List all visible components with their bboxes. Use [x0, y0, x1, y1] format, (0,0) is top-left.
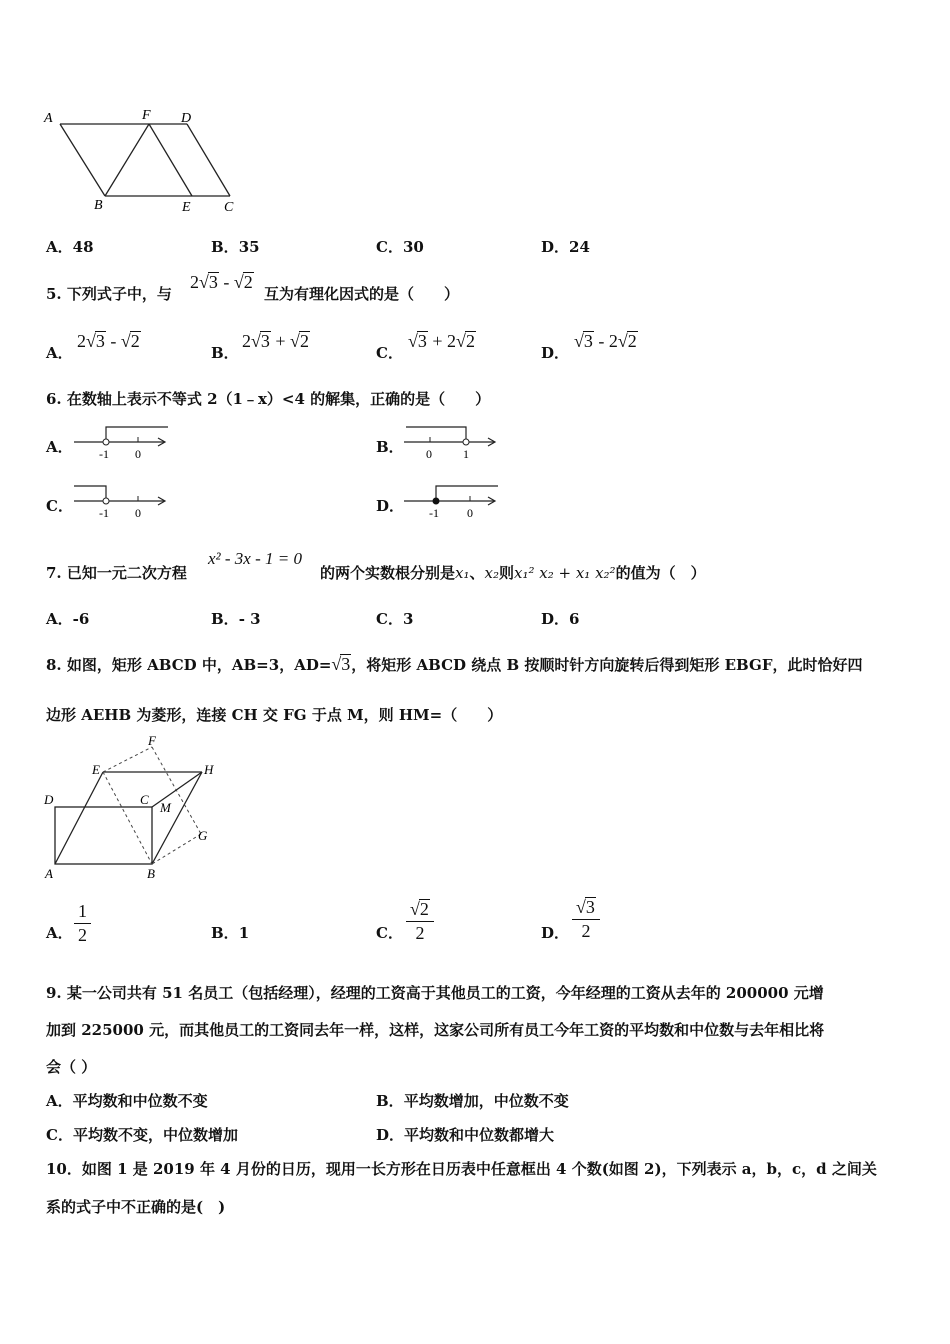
q5-option-c-expr: √3 + 2√2: [408, 331, 475, 351]
q9-option-a: A．平均数和中位数不变: [46, 1092, 208, 1110]
q10-stem-line1: 10．如图 1 是 2019 年 4 月份的日历，现用一长方形在日历表中任意框出 4 个数(如图 2)，下列表示 a，b，c，d 之间关: [46, 1160, 877, 1178]
q7-equation: x² - 3x - 1 = 0: [208, 549, 302, 568]
svg-text:-1: -1: [99, 447, 109, 461]
q8-option-c-fraction: $\frac{√2}{2}$: [406, 899, 434, 944]
label-e: E: [92, 762, 100, 777]
q6-stem: 6. 在数轴上表示不等式 2（1﹣x）<4 的解集，正确的是（ ）: [46, 390, 491, 408]
q6-option-d-number-line: [402, 481, 500, 523]
svg-text:0: 0: [135, 506, 141, 520]
q4-option-a: A．48: [46, 238, 94, 256]
q8-option-b: B．1: [211, 924, 250, 942]
svg-text:1: 1: [463, 447, 469, 461]
label-h: H: [204, 762, 214, 777]
label-g: G: [198, 828, 208, 843]
q8-stem-line1: 8. 如图，矩形 ABCD 中，AB=3，AD=√3，将矩形 ABCD 绕点 B 按顺时针方向旋转后得到矩形 EBGF，此时恰好四: [46, 654, 863, 674]
q8-option-d-letter: D．: [541, 924, 570, 942]
q9-stem-line1: 9. 某一公司共有 51 名员工（包括经理），经理的工资高于其他员工的工资，今年经理的工资从去年的 200000 元增: [46, 984, 824, 1002]
label-a: A: [44, 111, 53, 126]
segment-ae: [55, 772, 103, 864]
q6-option-c-number-line: [72, 481, 170, 523]
label-b: B: [147, 866, 155, 881]
q8-option-a-fraction: $\frac{1}{2}$: [74, 901, 91, 946]
q8-option-a-letter: A．: [46, 924, 73, 942]
q6-option-d-letter: D．: [376, 497, 405, 515]
q7-option-a: A．-6: [46, 610, 90, 628]
svg-text:0: 0: [467, 506, 473, 520]
q6-option-b-letter: B．: [376, 438, 404, 456]
q4-option-b: B．35: [211, 238, 260, 256]
q7-option-b: B．- 3: [211, 610, 261, 628]
q9-stem-line3: 会（ ）: [46, 1058, 97, 1076]
q5-option-b-letter: B．: [211, 344, 239, 362]
q5-option-b-expr: 2√3 + √2: [242, 331, 309, 351]
q6-option-a-letter: A．: [46, 438, 73, 456]
q6-option-c-letter: C．: [46, 497, 73, 515]
q5-option-d-letter: D．: [541, 344, 570, 362]
q8-option-d-fraction: $\frac{√3}{2}$: [572, 897, 600, 942]
label-m: M: [160, 800, 171, 815]
parallelogram-figure: [40, 104, 245, 216]
q8-option-c-letter: C．: [376, 924, 403, 942]
label-f: F: [148, 734, 156, 748]
q9-stem-line2: 加到 225000 元，而其他员工的工资同去年一样，这样，这家公司所有员工今年工资的平均数和中位数与去年相比将: [46, 1021, 825, 1039]
q9-option-c: C．平均数不变，中位数增加: [46, 1126, 238, 1144]
q7-stem-middle: 的两个实数根分别是x₁、x₂则x₁² x₂ + x₁ x₂²的值为（ ）: [320, 564, 706, 582]
q9-option-b: B．平均数增加，中位数不变: [376, 1092, 569, 1110]
svg-text:0: 0: [426, 447, 432, 461]
label-c: C: [140, 792, 149, 807]
label-c: C: [224, 200, 234, 215]
q5-stem-start: 5. 下列式子中，与: [46, 285, 172, 303]
segment-hb: [152, 772, 202, 864]
q5-stem-end: 互为有理化因式的是（ ）: [264, 285, 460, 303]
rectangle-rotation-figure: [40, 734, 230, 884]
label-b: B: [94, 198, 103, 213]
q6-option-b-number-line: [402, 422, 500, 464]
label-f: F: [142, 108, 151, 123]
label-e: E: [182, 200, 191, 215]
svg-text:0: 0: [135, 447, 141, 461]
svg-text:-1: -1: [99, 506, 109, 520]
q5-option-a-expr: 2√3 - √2: [77, 331, 140, 351]
label-d: D: [181, 111, 192, 126]
q7-option-c: C．3: [376, 610, 414, 628]
q5-option-c-letter: C．: [376, 344, 403, 362]
q9-option-d: D．平均数和中位数都增大: [376, 1126, 555, 1144]
q5-stem-expression: 2√3 - √2: [190, 272, 253, 292]
q8-stem-line2: 边形 AEHB 为菱形，连接 CH 交 FG 于点 M，则 HM=（ ）: [46, 706, 503, 724]
q7-option-d: D．6: [541, 610, 580, 628]
q5-option-a-letter: A．: [46, 344, 73, 362]
q10-stem-line2: 系的式子中不正确的是( ): [46, 1198, 226, 1216]
q4-option-c: C．30: [376, 238, 424, 256]
q5-option-d-expr: √3 - 2√2: [574, 331, 637, 351]
svg-text:-1: -1: [429, 506, 439, 520]
label-a: A: [45, 866, 53, 881]
label-d: D: [44, 792, 54, 807]
q7-stem-start: 7. 已知一元二次方程: [46, 564, 187, 582]
q4-option-d: D．24: [541, 238, 590, 256]
q6-option-a-number-line: [72, 422, 170, 464]
